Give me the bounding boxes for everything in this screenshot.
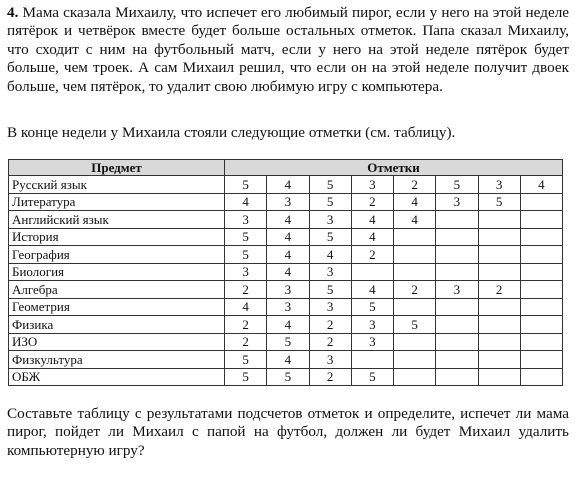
table-row	[9, 368, 563, 386]
mark-cell: 3	[309, 351, 351, 369]
mark-cell	[520, 246, 562, 264]
mark-cell: 5	[225, 228, 267, 246]
mark-cell	[520, 368, 562, 386]
mark-cell: 4	[267, 176, 309, 194]
mark-cell: 3	[267, 298, 309, 316]
mark-cell	[478, 316, 520, 334]
mark-cell	[436, 316, 478, 334]
mark-cell: 5	[394, 316, 436, 334]
mark-cell: 3	[225, 263, 267, 281]
mark-cell	[520, 298, 562, 316]
mark-cell: 4	[267, 316, 309, 334]
subject-cell: Алгебра	[9, 281, 225, 299]
mark-cell: 4	[267, 263, 309, 281]
mark-cell	[478, 246, 520, 264]
mark-cell: 5	[267, 333, 309, 351]
mark-cell: 3	[436, 281, 478, 299]
table-row	[9, 193, 563, 211]
mark-cell	[394, 333, 436, 351]
mark-cell: 2	[351, 193, 393, 211]
mark-cell: 3	[309, 263, 351, 281]
mark-cell	[478, 368, 520, 386]
task-number: 4.	[7, 4, 19, 21]
mark-cell: 5	[309, 281, 351, 299]
mark-cell	[394, 298, 436, 316]
table-row	[9, 333, 563, 351]
mark-cell	[520, 333, 562, 351]
mark-cell	[351, 351, 393, 369]
mark-cell: 3	[351, 176, 393, 194]
subject-cell: Физика	[9, 316, 225, 334]
mark-cell	[436, 351, 478, 369]
mark-cell: 4	[309, 246, 351, 264]
mark-cell: 3	[478, 176, 520, 194]
mark-cell	[478, 211, 520, 229]
subject-cell: География	[9, 246, 225, 264]
mark-cell: 5	[225, 368, 267, 386]
table-row	[9, 298, 563, 316]
subject-cell: Литература	[9, 193, 225, 211]
table-header-row	[9, 160, 563, 176]
mark-cell: 5	[436, 176, 478, 194]
mark-cell: 5	[267, 368, 309, 386]
table-row	[9, 263, 563, 281]
mark-cell: 2	[225, 281, 267, 299]
table-row	[9, 176, 563, 194]
table-intro: В конце недели у Михаила стояли следующие отметки (см. таблицу).	[7, 124, 456, 141]
mark-cell: 4	[225, 298, 267, 316]
mark-cell: 2	[478, 281, 520, 299]
mark-cell: 5	[225, 246, 267, 264]
subject-cell: Физкультура	[9, 351, 225, 369]
mark-cell	[478, 333, 520, 351]
table-row	[9, 246, 563, 264]
mark-cell	[520, 211, 562, 229]
mark-cell: 2	[225, 316, 267, 334]
mark-cell: 4	[351, 211, 393, 229]
mark-cell: 5	[351, 298, 393, 316]
mark-cell	[478, 351, 520, 369]
marks-header: Отметки	[225, 160, 563, 176]
mark-cell: 4	[267, 211, 309, 229]
mark-cell: 5	[309, 193, 351, 211]
mark-cell	[478, 263, 520, 281]
table-row	[9, 281, 563, 299]
subject-cell: Геометрия	[9, 298, 225, 316]
mark-cell: 5	[309, 228, 351, 246]
mark-cell: 3	[225, 211, 267, 229]
mark-cell: 3	[351, 333, 393, 351]
task-question: Составьте таблицу с результатами подсчетов отметок и определите, испечет ли мама пирог, пойдет ли Михаил с папой на футбол, должен ли будет Михаил удалить компьютерную игру?	[7, 405, 569, 459]
mark-cell: 2	[394, 281, 436, 299]
table-row	[9, 228, 563, 246]
mark-cell: 4	[267, 351, 309, 369]
table-row	[9, 211, 563, 229]
mark-cell	[436, 368, 478, 386]
mark-cell: 3	[267, 281, 309, 299]
mark-cell: 2	[309, 316, 351, 334]
mark-cell	[351, 263, 393, 281]
mark-cell: 4	[394, 193, 436, 211]
subject-header: Предмет	[9, 160, 225, 176]
mark-cell	[520, 316, 562, 334]
mark-cell: 2	[309, 333, 351, 351]
table-row	[9, 351, 563, 369]
mark-cell: 5	[309, 176, 351, 194]
mark-cell	[394, 246, 436, 264]
marks-table-body	[9, 176, 563, 386]
mark-cell: 4	[394, 211, 436, 229]
mark-cell	[520, 263, 562, 281]
marks-table	[8, 159, 563, 386]
subject-cell: Биология	[9, 263, 225, 281]
mark-cell: 4	[267, 228, 309, 246]
mark-cell: 4	[351, 228, 393, 246]
mark-cell: 2	[309, 368, 351, 386]
subject-cell: ОБЖ	[9, 368, 225, 386]
mark-cell	[520, 228, 562, 246]
subject-cell: История	[9, 228, 225, 246]
mark-cell: 2	[351, 246, 393, 264]
subject-cell: ИЗО	[9, 333, 225, 351]
mark-cell	[394, 351, 436, 369]
mark-cell: 4	[225, 193, 267, 211]
mark-cell	[520, 281, 562, 299]
mark-cell: 2	[394, 176, 436, 194]
mark-cell: 3	[351, 316, 393, 334]
mark-cell: 4	[520, 176, 562, 194]
mark-cell	[478, 298, 520, 316]
mark-cell	[520, 351, 562, 369]
mark-cell	[436, 246, 478, 264]
mark-cell: 3	[309, 211, 351, 229]
mark-cell: 4	[351, 281, 393, 299]
mark-cell: 5	[225, 176, 267, 194]
task-intro	[7, 4, 569, 96]
mark-cell: 5	[225, 351, 267, 369]
mark-cell: 5	[478, 193, 520, 211]
mark-cell: 3	[436, 193, 478, 211]
mark-cell	[520, 193, 562, 211]
mark-cell	[394, 228, 436, 246]
mark-cell	[436, 298, 478, 316]
mark-cell: 4	[267, 246, 309, 264]
mark-cell: 5	[351, 368, 393, 386]
mark-cell: 2	[225, 333, 267, 351]
mark-cell	[436, 263, 478, 281]
task-intro-text: Мама сказала Михаилу, что испечет его любимый пирог, если у него на этой неделе пятёрок и четвёрок вместе будет больше остальных отметок. Папа сказал Михаилу, что сходит с ним на футбольный матч, если у него на этой неделе пятёрок будет больше, чем троек. А сам Михаил решил, что если он на этой неделе получит двоек больше, чем пятёрок, то удалит свою любимую игру с компьютера.	[7, 4, 570, 95]
mark-cell	[394, 368, 436, 386]
table-row	[9, 316, 563, 334]
subject-cell: Русский язык	[9, 176, 225, 194]
mark-cell: 3	[309, 298, 351, 316]
mark-cell	[436, 228, 478, 246]
mark-cell	[394, 263, 436, 281]
mark-cell	[436, 333, 478, 351]
mark-cell: 3	[267, 193, 309, 211]
mark-cell	[436, 211, 478, 229]
subject-cell: Английский язык	[9, 211, 225, 229]
mark-cell	[478, 228, 520, 246]
